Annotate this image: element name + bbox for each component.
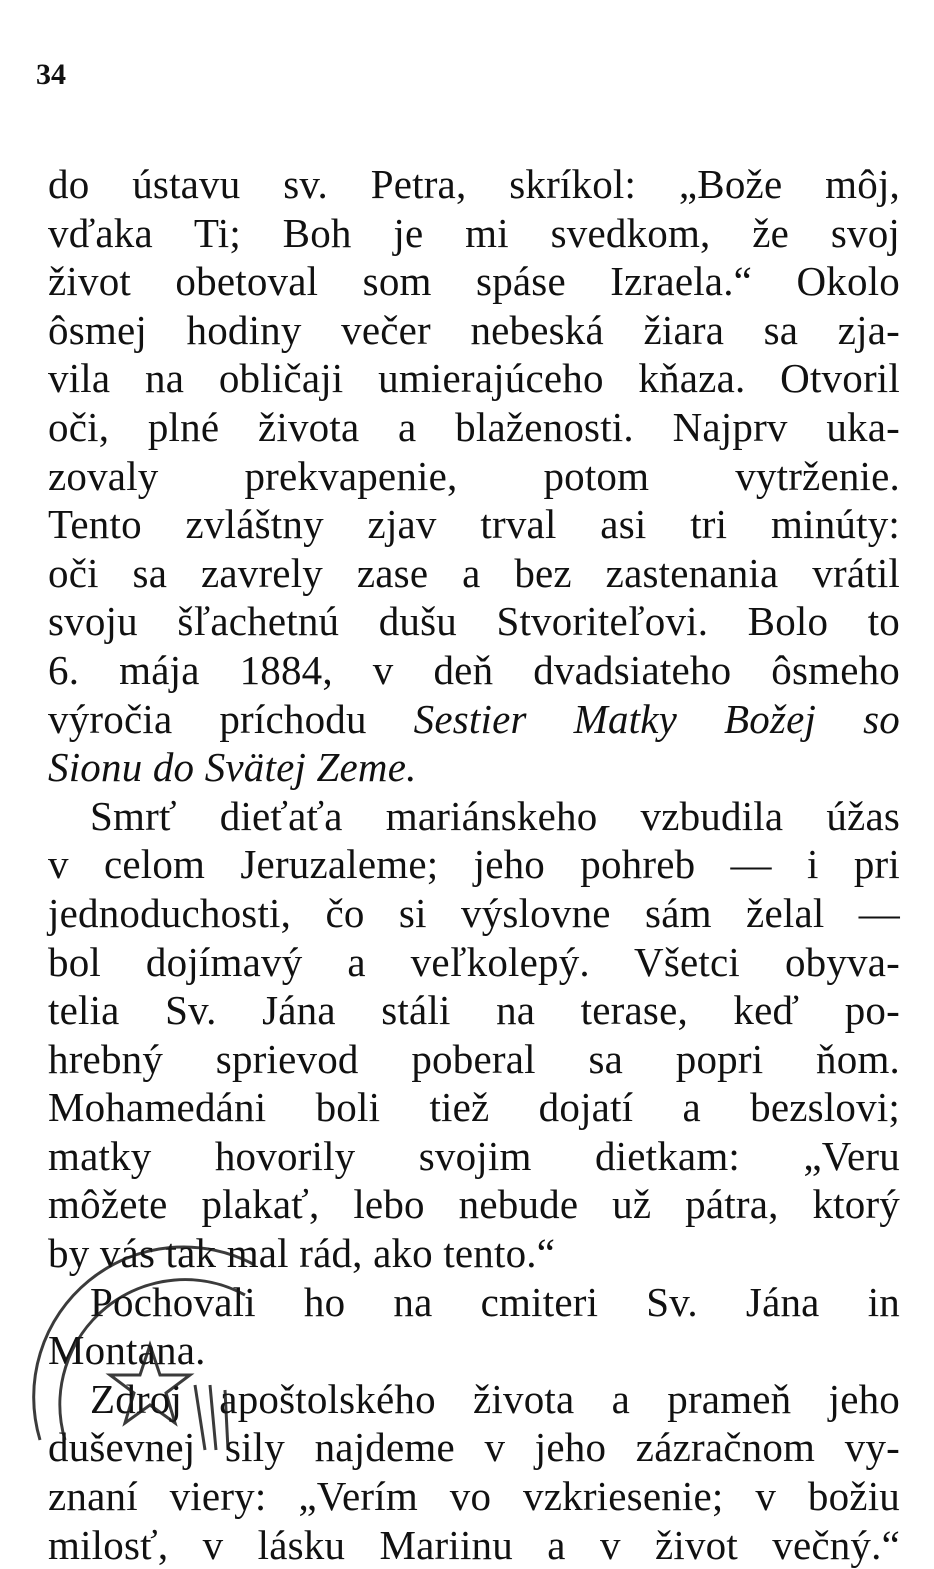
text-line: Montana. [48,1327,206,1374]
text-line: Mohamedáni boli tiež dojatí a bezslovi; [48,1084,900,1131]
text-line: by vás tak mal rád, ako tento.“ [48,1230,556,1277]
text-line: do ústavu sv. Petra, skríkol: „Bože môj, [48,161,900,207]
page-number: 34 [36,58,66,91]
text-line: oči sa zavrely zase a bez zastenania vrátil [48,549,900,596]
text-line [48,695,900,744]
text-line: ôsmej hodiny večer nebeská žiara sa zja- [48,306,900,353]
text-line: svoju šľachetnú dušu Stvoriteľovi. Bolo to [48,598,900,645]
text-line: oči, plné života a blaženosti. Najprv uka- [48,403,900,450]
text-line: život obetoval som spáse Izraela.“ Okolo [48,258,900,305]
text-line: telia Sv. Jána stáli na terase, keď po- [48,987,900,1034]
text-line: môžete plakať, lebo nebude už pátra, ktorý [48,1181,900,1228]
text-line: milosť, v lásku Mariinu a v život večný.“ [48,1521,900,1568]
text-line: Smrť dieťaťa mariánskeho vzbudila úžas [90,792,900,839]
text-line: matky hovorily svojim dietkam: „Veru [48,1132,900,1179]
text-line: duševnej sily najdeme v jeho zázračnom vy- [48,1424,900,1471]
text-line: bol dojímavý a veľkolepý. Všetci obyva- [48,938,900,985]
text-line: 6. mája 1884, v deň dvadsiateho ôsmeho [48,646,900,693]
text-line: zovaly prekvapenie, potom vytrženie. [48,452,900,499]
italic-text: Sestier Matky Božej so [413,695,900,742]
text-line: vila na obličaji umierajúceho kňaza. Otvoril [48,355,900,402]
text-line [48,743,900,792]
text-line: Tento zvláštny zjav trval asi tri minúty: [48,501,900,548]
body-text [48,160,900,1569]
text-line: znaní viery: „Verím vo vzkriesenie; v božiu [48,1473,900,1520]
text-line: v celom Jeruzaleme; jeho pohreb — i pri [48,841,900,888]
text-line: Zdroj apoštolského života a prameň jeho [90,1375,900,1422]
italic-text: Sionu do Svätej Zeme. [48,744,417,791]
text-fragment: výročia príchodu [48,695,367,742]
text-line: hrebný sprievod poberal sa popri ňom. [48,1035,900,1082]
text-line: Pochovali ho na cmiteri Sv. Jána in [90,1278,900,1325]
text-line: jednoduchosti, čo si výslovne sám želal — [48,889,900,936]
text-line: vďaka Ti; Boh je mi svedkom, že svoj [48,209,900,256]
